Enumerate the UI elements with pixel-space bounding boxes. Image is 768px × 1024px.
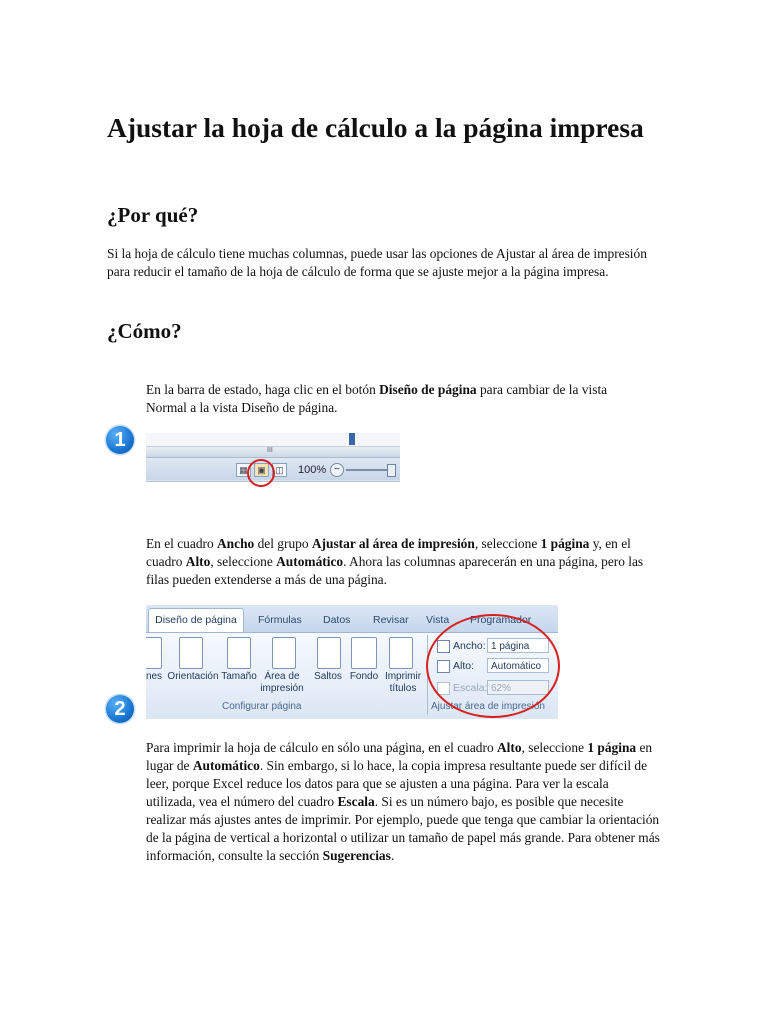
step3-bold-1: Alto xyxy=(497,740,522,755)
step3-bold-2: 1 página xyxy=(587,740,637,755)
width-dropdown[interactable]: 1 página xyxy=(487,638,549,653)
step1-bold-1: Diseño de página xyxy=(379,382,477,397)
step3-bold-3: Automático xyxy=(192,758,260,773)
size-button[interactable]: Tamaño xyxy=(221,671,257,682)
why-paragraph: Si la hoja de cálculo tiene muchas columnas, puede usar las opciones de Ajustar al área de impresión para reducir el tamaño de la hoja de cálculo de forma que se ajuste mejor a la página impresa. xyxy=(107,246,647,279)
page-layout-view-icon[interactable]: ▣ xyxy=(254,463,269,477)
breaks-button[interactable]: Saltos xyxy=(314,671,342,682)
print-area-icon[interactable] xyxy=(272,637,296,669)
step-2-badge: 2 xyxy=(106,695,134,723)
tab-data[interactable]: Datos xyxy=(323,614,351,626)
group-label-page-setup: Configurar página xyxy=(222,701,302,712)
tab-review[interactable]: Revisar xyxy=(373,614,409,626)
scale-label: Escala: xyxy=(453,682,488,694)
step3-text-6: . xyxy=(390,848,395,863)
step-1-badge: 1 xyxy=(106,426,134,454)
scale-input[interactable]: 62% xyxy=(487,680,549,695)
page-title: Ajustar la hoja de cálculo a la página impresa xyxy=(107,112,644,143)
background-button[interactable]: Fondo xyxy=(349,671,379,682)
margins-icon[interactable] xyxy=(146,637,162,669)
step2-text-3: , seleccione xyxy=(474,536,541,551)
margins-button[interactable]: nes xyxy=(146,671,163,682)
zoom-slider[interactable] xyxy=(346,469,392,471)
step2-text-4: y, en el cuadro xyxy=(146,536,631,569)
step2-bold-3: 1 página xyxy=(540,536,590,551)
page-break-preview-icon[interactable]: ◫ xyxy=(272,463,287,477)
step2-bold-5: Automático xyxy=(276,554,344,569)
orientation-button[interactable]: Orientación xyxy=(167,671,219,682)
step3-text-1: Para imprimir la hoja de cálculo en sólo una página, en el cuadro xyxy=(146,740,498,755)
below-status-area xyxy=(146,481,400,496)
size-icon[interactable] xyxy=(227,637,251,669)
horizontal-scrollbar[interactable] xyxy=(146,447,400,458)
step2-text-5: , seleccione xyxy=(210,554,277,569)
height-dropdown[interactable]: Automático xyxy=(487,658,549,673)
step1-text-1: En la barra de estado, haga clic en el botón xyxy=(146,382,380,397)
step1-text-2: para cambiar de la vista Normal a la vista Diseño de página. xyxy=(146,382,608,415)
width-label: Ancho: xyxy=(453,640,486,652)
breaks-icon[interactable] xyxy=(317,637,341,669)
step3-bold-4: Escala xyxy=(337,794,375,809)
step3-paragraph xyxy=(146,739,660,865)
step3-text-3: en lugar de xyxy=(146,740,653,773)
step2-paragraph xyxy=(146,535,660,589)
tab-developer[interactable]: Programador xyxy=(470,614,532,626)
sheet-area xyxy=(146,433,400,447)
column-marker xyxy=(349,433,355,445)
step3-text-4: . Sin embargo, si lo hace, la copia impresa resultante puede ser difícil de leer, porque Excel reduce los datos para que se ajusten a una página. Para ver la escala utilizada, vea el número del cuadro xyxy=(146,758,648,809)
tab-page-layout[interactable]: Diseño de página xyxy=(148,608,244,633)
step2-text-2: del grupo xyxy=(254,536,312,551)
tab-formulas[interactable]: Fórmulas xyxy=(258,614,302,626)
height-label: Alto: xyxy=(453,660,475,672)
status-bar-screenshot xyxy=(146,433,400,496)
zoom-out-icon[interactable]: − xyxy=(330,463,344,477)
scroll-grip-icon: III xyxy=(267,447,273,454)
orientation-icon[interactable] xyxy=(179,637,203,669)
highlight-circle xyxy=(247,459,275,487)
zoom-level[interactable]: 100% xyxy=(298,464,327,476)
tab-view[interactable]: Vista xyxy=(426,614,450,626)
step1-paragraph xyxy=(146,381,651,417)
how-heading: ¿Cómo? xyxy=(107,319,182,343)
step2-text-1: En el cuadro xyxy=(146,536,218,551)
group-label-scale-to-fit: Ajustar área de impresión xyxy=(431,701,545,712)
step3-bold-5: Sugerencias xyxy=(322,848,391,863)
step2-bold-2: Ajustar al área de impresión xyxy=(311,536,475,551)
highlight-ellipse xyxy=(426,614,560,718)
zoom-slider-handle[interactable] xyxy=(387,464,396,477)
step2-text-6: . Ahora las columnas aparecerán en una página, pero las filas pueden extenderse a más de una página. xyxy=(146,554,644,587)
step3-text-5: . Si es un número bajo, es posible que necesite realizar más ajustes antes de imprimir. Por ejemplo, puede que tenga que cambiar la orientación de la página de vertical a horizontal o utilizar un tamaño de papel más grande. Para obtener más información, consulte la sección xyxy=(146,794,660,863)
step2-bold-1: Ancho xyxy=(217,536,255,551)
background-icon[interactable] xyxy=(351,637,377,669)
why-heading: ¿Por qué? xyxy=(107,203,199,227)
step2-bold-4: Alto xyxy=(185,554,211,569)
print-titles-icon[interactable] xyxy=(389,637,413,669)
step3-text-2: , seleccione xyxy=(521,740,588,755)
print-area-button[interactable]: Área de impresión xyxy=(260,671,304,694)
normal-view-icon[interactable]: ▦ xyxy=(236,463,251,477)
print-titles-button[interactable]: Imprimir títulos xyxy=(384,671,422,694)
